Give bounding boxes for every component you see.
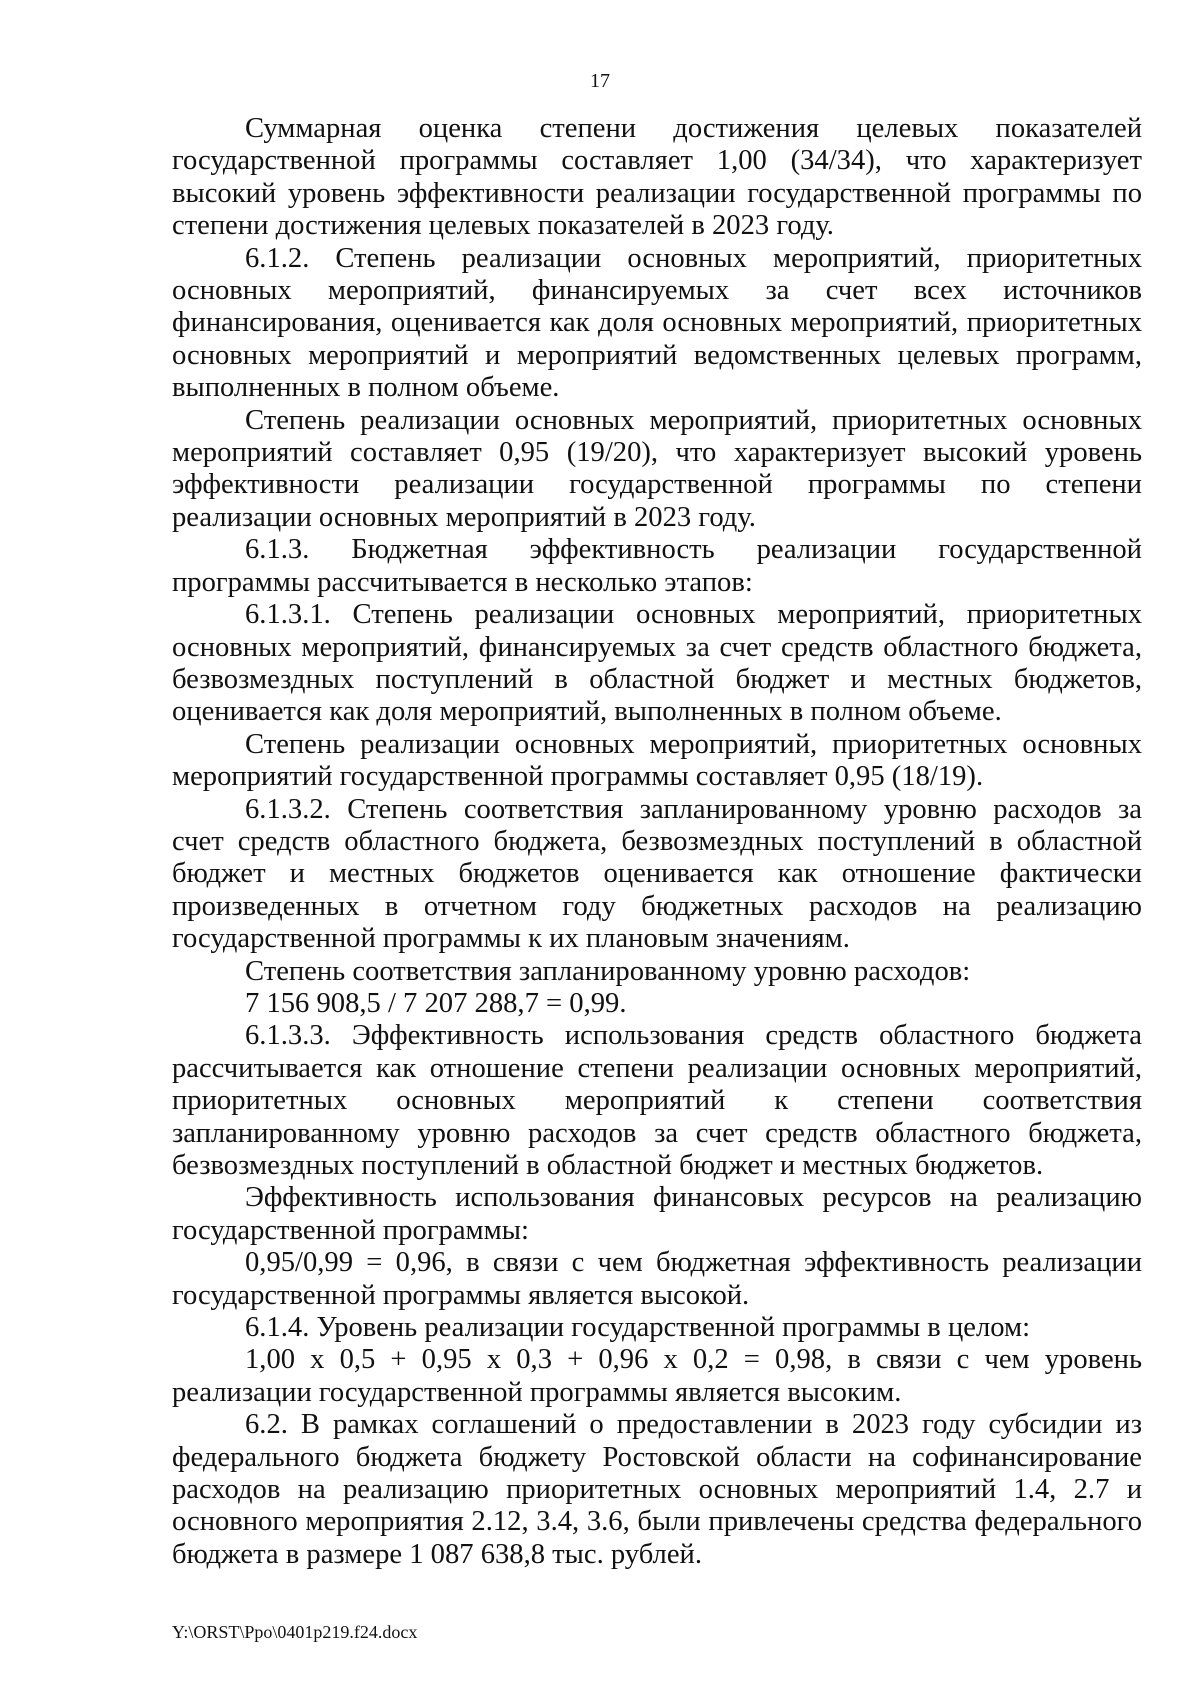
paragraph-financial-efficiency: Эффективность использования финансовых ресурсов на реализацию государственной программы:	[172, 1182, 1142, 1246]
paragraph-6-1-3-2: 6.1.3.2. Степень соответствия запланированному уровню расходов за счет средств областного бюджета, безвозмездных поступлений в областной бюджет и местных бюджетов оценивается как отношение фактически произведенных в отчетном году бюджетных расходов на реализацию государственной программы к их плановым значениям.	[172, 793, 1142, 955]
paragraph-6-2: 6.2. В рамках соглашений о предоставлении в 2023 году субсидии из федерального бюджета бюджету Ростовской области на софинансирование расходов на реализацию приоритетных основных мероприятий 1.4, 2.7 и основного мероприятия 2.12, 3.4, 3.6, были привлечены средства федерального бюджета в размере 1 087 638,8 тыс. рублей.	[172, 1409, 1142, 1570]
paragraph-6-1-2: 6.1.2. Степень реализации основных мероприятий, приоритетных основных мероприятий, финансируемых за счет всех источников финансирования, оценивается как доля основных мероприятий, приоритетных основных мероприятий и мероприятий ведомственных целевых программ, выполненных в полном объеме.	[172, 242, 1142, 404]
paragraph-6-1-3-3: 6.1.3.3. Эффективность использования средств областного бюджета рассчитывается как отношение степени реализации основных мероприятий, приоритетных основных мероприятий к степени соответствия запланированному уровню расходов за счет средств областного бюджета, безвозмездных поступлений в областной бюджет и местных бюджетов.	[172, 1020, 1142, 1181]
paragraph-implementation-degree: Степень реализации основных мероприятий, приоритетных основных мероприятий составляет 0,95 (19/20), что характеризует высокий уровень эффективности реализации государственной программы по степени реализации основных мероприятий в 2023 году.	[172, 404, 1142, 533]
paragraph-6-1-3-1: 6.1.3.1. Степень реализации основных мероприятий, приоритетных основных мероприятий, финансируемых за счет средств областного бюджета, безвозмездных поступлений в областной бюджет и местных бюджетов, оценивается как доля мероприятий, выполненных в полном объеме.	[172, 599, 1142, 728]
paragraph-efficiency-formula: 0,95/0,99 = 0,96, в связи с чем бюджетная эффективность реализации государственной программы является высокой.	[172, 1247, 1142, 1311]
page-number: 17	[590, 70, 610, 92]
paragraph-expense-compliance: Степень соответствия запланированному уровню расходов:	[245, 955, 971, 987]
document-body	[172, 113, 1142, 1571]
paragraph-summary-score: Суммарная оценка степени достижения целевых показателей государственной программы составляет 1,00 (34/34), что характеризует высокий уровень эффективности реализации государственной программы по степени достижения целевых показателей в 2023 году.	[172, 113, 1142, 242]
paragraph-implementation-degree-result: Степень реализации основных мероприятий, приоритетных основных мероприятий государственной программы составляет 0,95 (18/19).	[172, 728, 1142, 793]
paragraph-6-1-3: 6.1.3. Бюджетная эффективность реализации государственной программы рассчитывается в несколько этапов:	[172, 534, 1142, 598]
footer-file-path: Y:\ORST\Ppo\0401p219.f24.docx	[172, 1622, 418, 1642]
paragraph-overall-formula: 1,00 х 0,5 + 0,95 х 0,3 + 0,96 х 0,2 = 0,98, в связи с чем уровень реализации государственной программы является высоким.	[172, 1344, 1142, 1408]
paragraph-expense-formula: 7 156 908,5 / 7 207 288,7 = 0,99.	[245, 987, 627, 1019]
paragraph-6-1-4: 6.1.4. Уровень реализации государственной программы в целом:	[245, 1312, 1031, 1344]
